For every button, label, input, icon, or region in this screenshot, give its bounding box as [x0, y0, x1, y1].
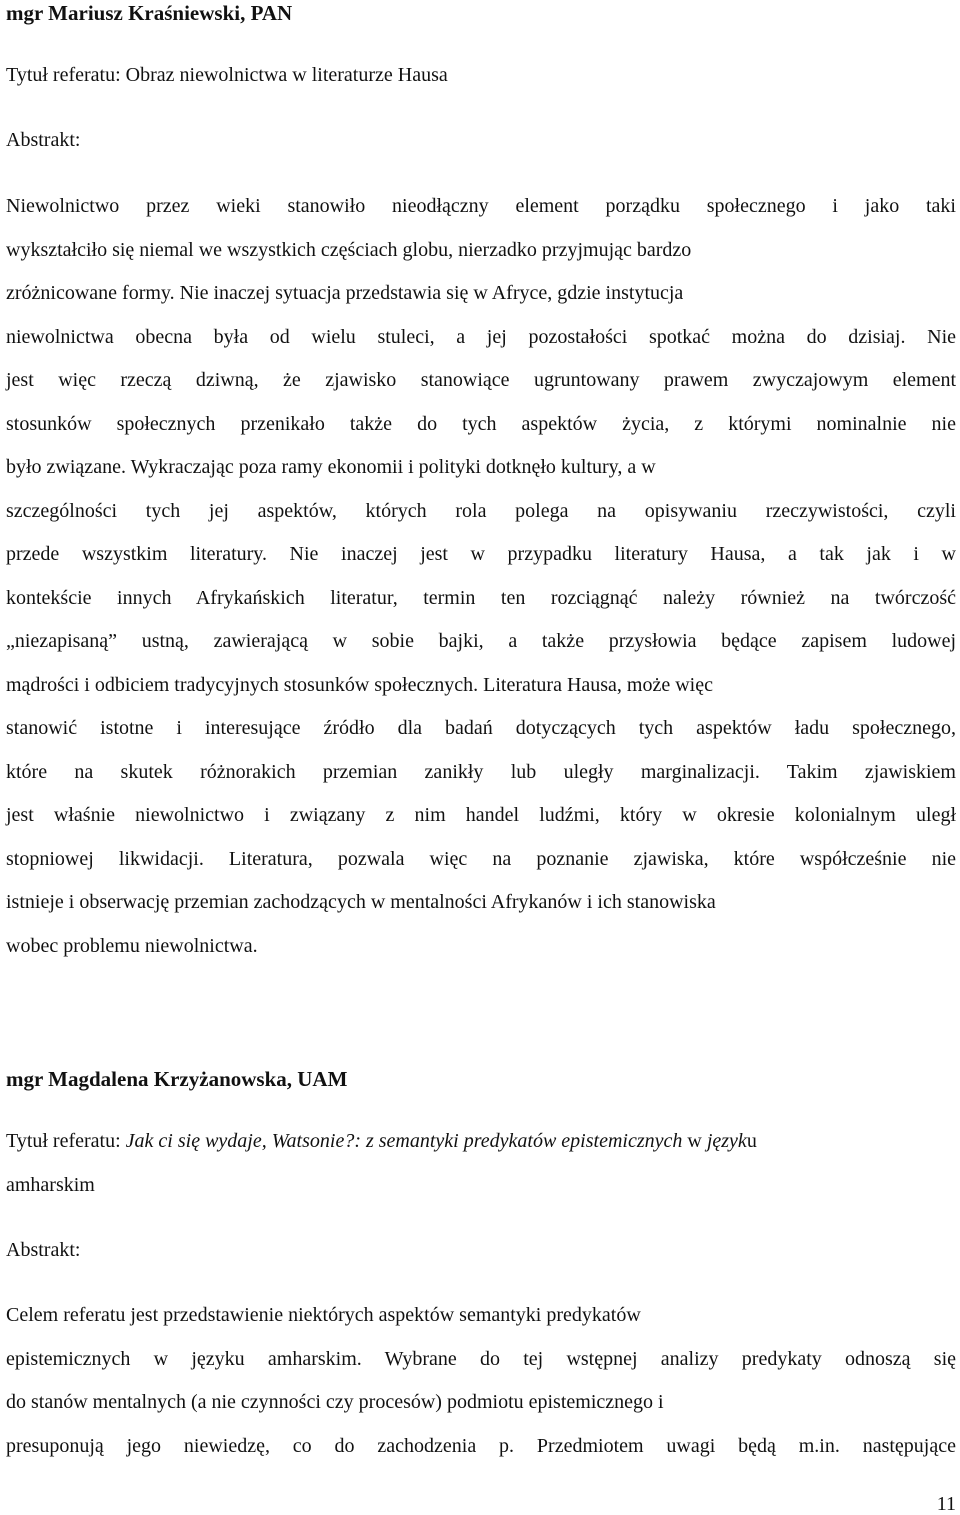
paper-title-line [6, 54, 448, 98]
abstract-body [6, 185, 956, 968]
abstract-label: Abstrakt: [6, 1239, 81, 1261]
paper-title-end: u [746, 1130, 757, 1152]
abstract-line: wykształciło się niemal we wszystkich częściach globu, nierzadko przyjmując bardzo [6, 238, 692, 261]
abstract-line: niewolnictwa obecna była od wielu stuleci, a jej pozostałości spotkać można do dzisiaj. Nie [6, 325, 956, 348]
abstract-line: zróżnicowane formy. Nie inaczej sytuacja przedstawia się w Afryce, gdzie instytucja [6, 282, 684, 304]
abstract-entry-1 [6, 0, 956, 957]
title-prefix: Tytuł referatu: [6, 64, 126, 86]
abstract-label: Abstrakt: [6, 129, 81, 151]
abstract-line: epistemicznych w języku amharskim. Wybrane do tej wstępnej analizy predykaty odnoszą się [6, 1347, 956, 1370]
author-name: mgr Magdalena Krzyżanowska, UAM [6, 1067, 348, 1091]
abstract-line: było związane. Wykraczając poza ramy ekonomii i polityki dotknęło kultury, a w [6, 456, 656, 478]
abstract-line: wobec problemu niewolnictwa. [6, 934, 258, 957]
abstract-line: kontekście innych Afrykańskich literatur, termin ten rozciągnąć należy również na twórczość [6, 586, 956, 609]
abstract-line: stosunków społecznych przenikało także do tych aspektów życia, z którymi nominalnie nie [6, 412, 956, 435]
abstract-line: jest właśnie niewolnictwo i związany z nim handel ludźmi, który w okresie kolonialnym uległ [6, 804, 956, 826]
paper-title-mid: w [682, 1130, 707, 1152]
abstract-line: mądrości i odbiciem tradycyjnych stosunków społecznych. Literatura Hausa, może więc [6, 673, 713, 696]
abstract-body [6, 1294, 956, 1468]
abstract-line: Celem referatu jest przedstawienie niektórych aspektów semantyki predykatów [6, 1304, 641, 1326]
abstract-line: stanowić istotne i interesujące źródło dla badań dotyczących tych aspektów ładu społecznego, [6, 717, 956, 739]
abstract-line: presuponują jego niewiedzę, co do zachodzenia p. Przedmiotem uwagi będą m.in. następujące [6, 1434, 956, 1457]
abstract-entry-2 [6, 1066, 956, 1457]
abstract-line: które na skutek różnorakich przemian zanikły lub uległy marginalizacji. Takim zjawiskiem [6, 760, 956, 783]
abstract-line: Niewolnictwo przez wieki stanowiło nieodłączny element porządku społecznego i jako taki [6, 195, 956, 217]
paper-title-italic-2: język [706, 1130, 747, 1152]
paper-title-line-2: amharskim [6, 1174, 95, 1196]
author-name: mgr Mariusz Kraśniewski, PAN [6, 1, 293, 25]
abstract-line: przede wszystkim literatury. Nie inaczej jest w przypadku literatury Hausa, a tak jak i w [6, 543, 956, 565]
abstract-line: jest więc rzeczą dziwną, że zjawisko stanowiące ugruntowany prawem zwyczajowym element [6, 369, 956, 391]
abstract-line: szczególności tych jej aspektów, których rola polega na opisywaniu rzeczywistości, czyli [6, 499, 956, 522]
title-prefix: Tytuł referatu: [6, 1130, 126, 1152]
abstract-line: „niezapisaną” ustną, zawierającą w sobie bajki, a także przysłowia będące zapisem ludowej [6, 630, 956, 652]
paper-title: Obraz niewolnictwa w literaturze Hausa [125, 64, 448, 86]
abstract-line: do stanów mentalnych (a nie czynności czy procesów) podmiotu epistemicznego i [6, 1391, 664, 1413]
page-number: 11 [936, 1493, 956, 1515]
abstract-line: istnieje i obserwację przemian zachodzących w mentalności Afrykanów i ich stanowiska [6, 891, 716, 913]
paper-title-line [6, 1120, 757, 1164]
abstract-line: stopniowej likwidacji. Literatura, pozwala więc na poznanie zjawiska, które współcześnie nie [6, 847, 956, 870]
paper-title-italic: Jak ci się wydaje, Watsonie?: z semantyki predykatów epistemicznych [125, 1130, 683, 1152]
